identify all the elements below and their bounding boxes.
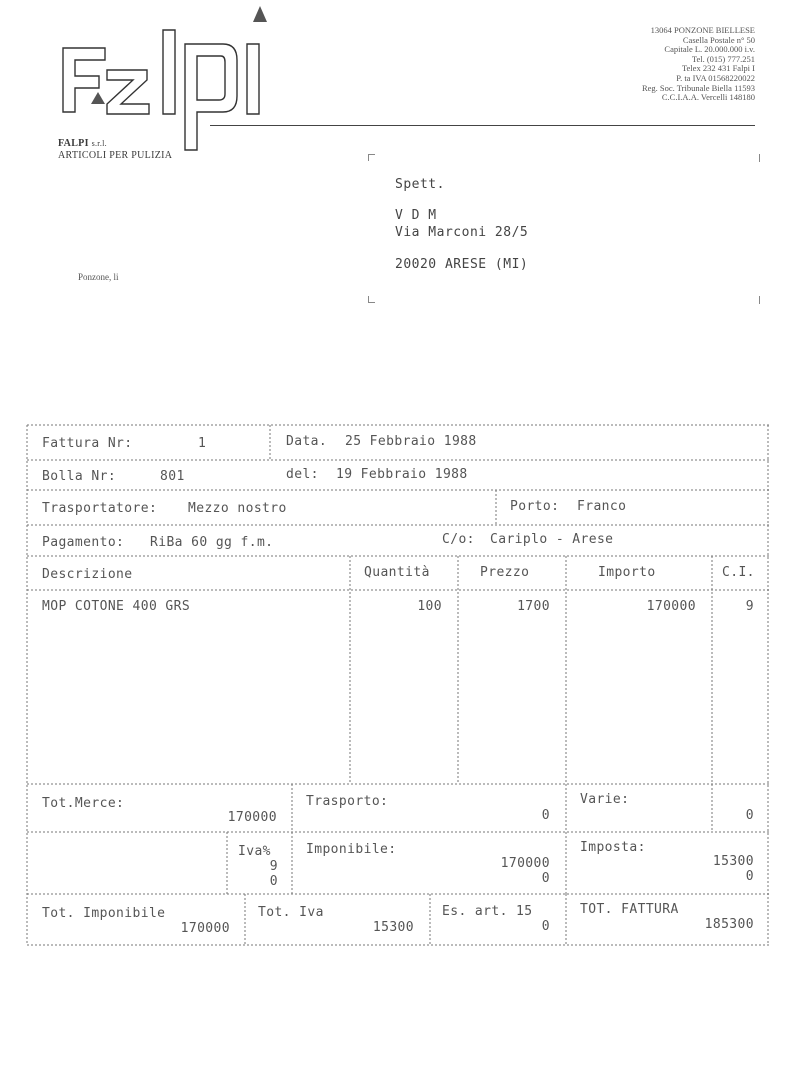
company-suffix: s.r.l.	[91, 139, 107, 148]
column-header-prezzo: Prezzo	[480, 565, 530, 580]
porto-value: Franco	[577, 499, 627, 514]
address-line: Reg. Soc. Tribunale Biella 11593	[641, 82, 755, 93]
item-descrizione: MOP COTONE 400 GRS	[42, 599, 191, 614]
imponibile-value-1: 170000	[500, 856, 550, 871]
imponibile-label: Imponibile:	[306, 842, 397, 857]
bolla-del-label: del:	[286, 467, 319, 482]
imponibile-value-2: 0	[541, 871, 550, 886]
item-ci: 9	[745, 599, 754, 614]
tot-iva-value: 15300	[372, 920, 414, 935]
address-line: Capitale L. 20.000.000 i.v.	[664, 44, 755, 55]
iva-pct-value-1: 9	[269, 859, 278, 874]
porto-label: Porto:	[510, 499, 560, 514]
recipient-city: 20020 ARESE (MI)	[395, 257, 529, 272]
tot-imponibile-value: 170000	[180, 921, 230, 936]
item-prezzo: 1700	[517, 599, 550, 614]
pagamento-label: Pagamento:	[42, 535, 125, 550]
data-label: Data.	[286, 434, 328, 449]
item-importo: 170000	[646, 599, 696, 614]
tot-fattura-value: 185300	[704, 917, 754, 932]
fattura-number: 1	[198, 436, 207, 451]
item-quantita: 100	[417, 599, 442, 614]
tot-iva-label: Tot. Iva	[258, 905, 324, 920]
imposta-label: Imposta:	[580, 840, 646, 855]
column-header-ci: C.I.	[722, 565, 755, 580]
recipient-street: Via Marconi 28/5	[395, 225, 529, 240]
fattura-label: Fattura Nr:	[42, 436, 133, 451]
bolla-label: Bolla Nr:	[42, 469, 117, 484]
co-label: C/o:	[442, 532, 475, 547]
place-date-label: Ponzone, li	[78, 272, 119, 282]
tot-fattura-label: TOT. FATTURA	[580, 902, 679, 917]
es-art-label: Es. art. 15	[442, 904, 533, 919]
address-line: C.C.I.A.A. Vercelli 148180	[661, 92, 755, 103]
address-line: P. ta IVA 01568220022	[676, 72, 755, 83]
address-line: Tel. (015) 777.251	[691, 53, 755, 64]
varie-label: Varie:	[580, 792, 630, 807]
address-line: 13064 PONZONE BIELLESE	[650, 25, 755, 35]
recipient-greeting: Spett.	[395, 177, 445, 192]
varie-value: 0	[745, 808, 754, 823]
address-line: Casella Postale n° 50	[682, 34, 755, 45]
data-value: 25 Febbraio 1988	[345, 434, 477, 449]
tot-merce-label: Tot.Merce:	[42, 796, 125, 811]
imposta-value-1: 15300	[712, 854, 754, 869]
trasportatore-label: Trasportatore:	[42, 501, 158, 516]
column-header-importo: Importo	[598, 565, 656, 580]
pagamento-value: RiBa 60 gg f.m.	[150, 535, 274, 550]
bolla-del-value: 19 Febbraio 1988	[336, 467, 468, 482]
column-header-quantita: Quantità	[364, 565, 430, 580]
address-line: Telex 232 431 Falpi I	[681, 63, 755, 74]
iva-pct-value-2: 0	[269, 874, 278, 889]
company-tagline: ARTICOLI PER PULIZIA	[58, 150, 173, 161]
tot-merce-value: 170000	[227, 810, 277, 825]
trasporto-value: 0	[541, 808, 550, 823]
trasporto-label: Trasporto:	[306, 794, 389, 809]
iva-pct-label: Iva%	[238, 844, 271, 859]
es-art-value: 0	[541, 919, 550, 934]
column-header-descrizione: Descrizione	[42, 567, 133, 582]
trasportatore-value: Mezzo nostro	[188, 501, 287, 516]
co-value: Cariplo - Arese	[490, 532, 614, 547]
recipient-name: V D M	[395, 208, 437, 223]
bolla-number: 801	[160, 469, 185, 484]
company-name: FALPI s.r.l.	[58, 138, 107, 149]
imposta-value-2: 0	[745, 869, 754, 884]
tot-imponibile-label: Tot. Imponibile	[42, 906, 166, 921]
